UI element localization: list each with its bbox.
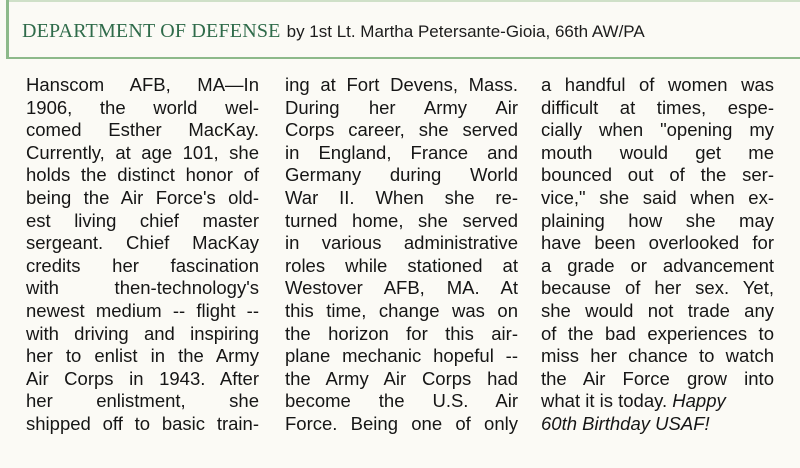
- text-line: est living chief master: [26, 209, 259, 231]
- text-line: credits her fascination: [26, 254, 259, 276]
- text-line: War II. When she re-: [285, 186, 518, 208]
- text-line: the horizon for this air-: [285, 322, 518, 344]
- text-line: During her Army Air: [285, 96, 518, 118]
- text-line: mouth would get me: [541, 141, 774, 163]
- text-line: 1906, the world wel-: [26, 96, 259, 118]
- text-line: the Air Force grow into: [541, 367, 774, 389]
- text-line-end: what it is today.: [541, 390, 668, 412]
- text-line: Hanscom AFB, MA—In: [26, 74, 259, 95]
- header-bottom-rule: [6, 57, 800, 59]
- text-line: her to enlist in the Army: [26, 345, 259, 367]
- text-line: being the Air Force's old-: [26, 186, 259, 208]
- department-title: DEPARTMENT OF DEFENSE: [22, 20, 281, 42]
- text-line: this time, change was on: [285, 299, 518, 321]
- text-line: holds the distinct honor of: [26, 164, 259, 186]
- text-line: [541, 390, 774, 413]
- text-line: newest medium -- flight --: [26, 299, 259, 321]
- header-top-rule: [6, 0, 800, 2]
- text-line: because of her sex. Yet,: [541, 277, 774, 299]
- article-column-1: [26, 74, 259, 436]
- text-line: sergeant. Chief MacKay: [26, 232, 259, 254]
- text-line: her enlistment, she: [26, 390, 259, 412]
- text-line: have been overlooked for: [541, 232, 774, 254]
- text-line: in England, France and: [285, 141, 518, 163]
- text-line: with then-technology's: [26, 277, 259, 299]
- text-line: Germany during World: [285, 164, 518, 186]
- text-line: in various administrative: [285, 232, 518, 254]
- text-line: vice," she said when ex-: [541, 186, 774, 208]
- article-column-2: [285, 74, 518, 436]
- text-line: a grade or advancement: [541, 254, 774, 276]
- text-line: Air Corps in 1943. After: [26, 367, 259, 389]
- text-line: turned home, she served: [285, 209, 518, 231]
- article-column-3: [541, 74, 774, 436]
- text-line: she would not trade any: [541, 299, 774, 321]
- closing-italic-birthday: 60th Birthday USAF!: [541, 412, 710, 434]
- text-line: the Army Air Corps had: [285, 367, 518, 389]
- text-line: miss her chance to watch: [541, 345, 774, 367]
- text-line: roles while stationed at: [285, 254, 518, 276]
- text-line: Corps career, she served: [285, 119, 518, 141]
- text-line: of the bad experiences to: [541, 322, 774, 344]
- text-line: comed Esther MacKay.: [26, 119, 259, 141]
- text-line: cially when "opening my: [541, 119, 774, 141]
- text-line: become the U.S. Air: [285, 390, 518, 412]
- text-line: Currently, at age 101, she: [26, 141, 259, 163]
- text-line: difficult at times, espe-: [541, 96, 774, 118]
- article-header: [22, 20, 645, 43]
- header-left-rule: [6, 0, 9, 58]
- text-line: a handful of women was: [541, 74, 774, 95]
- text-line: plane mechanic hopeful --: [285, 345, 518, 367]
- closing-italic-greeting: Happy: [672, 390, 726, 412]
- text-line: shipped off to basic train-: [26, 412, 259, 434]
- text-line: ing at Fort Devens, Mass.: [285, 74, 518, 95]
- text-line: Westover AFB, MA. At: [285, 277, 518, 299]
- author-byline: by 1st Lt. Martha Petersante-Gioia, 66th AW/PA: [286, 22, 645, 41]
- text-line: Force. Being one of only: [285, 412, 518, 434]
- text-line: bounced out of the ser-: [541, 164, 774, 186]
- text-line: plaining how she may: [541, 209, 774, 231]
- text-line: with driving and inspiring: [26, 322, 259, 344]
